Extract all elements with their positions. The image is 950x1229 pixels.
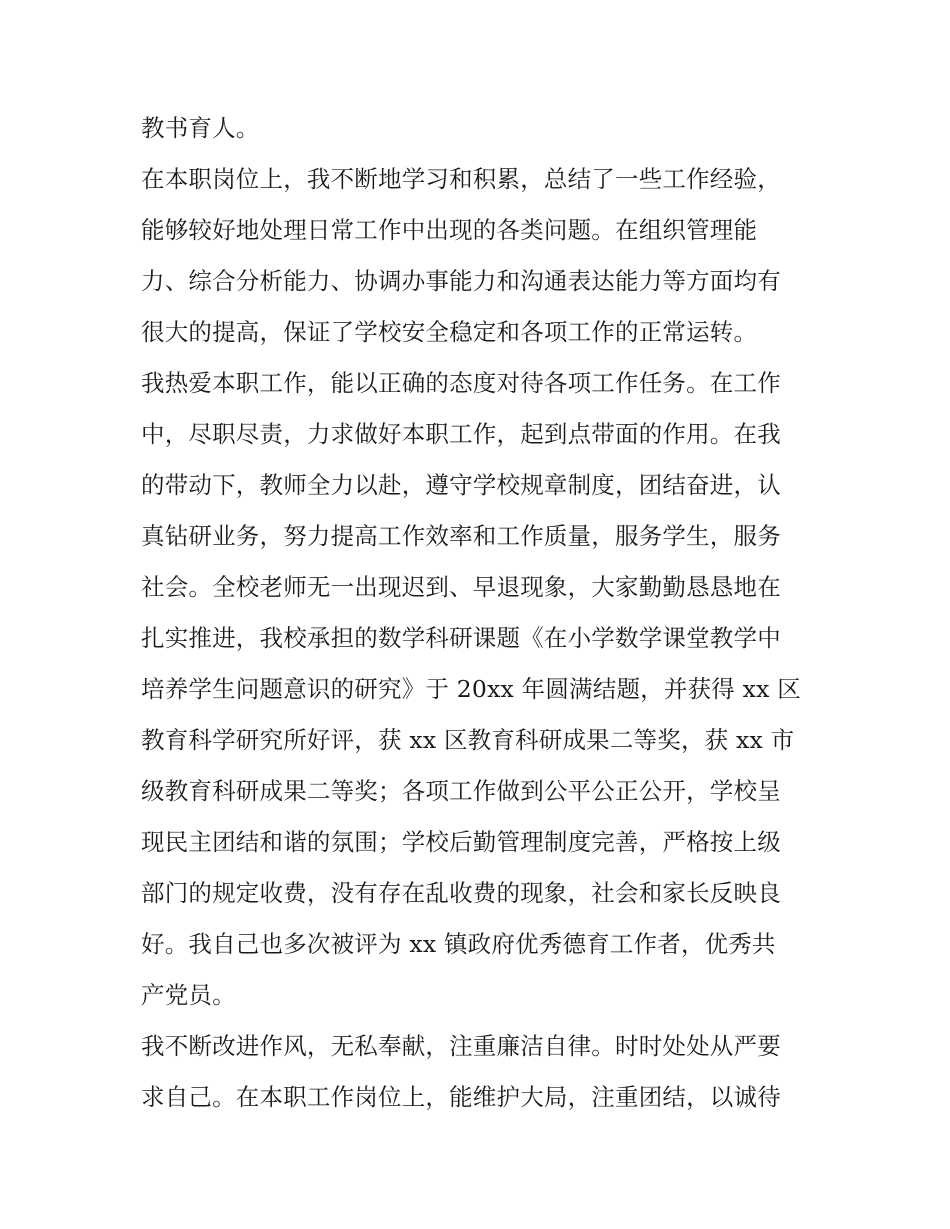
text-line: 在本职岗位上，我不断地学习和积累，总结了一些工作经验， (141, 165, 781, 193)
text-line: 的带动下，教师全力以赴，遵守学校规章制度，团结奋进，认 (141, 471, 781, 499)
text-line: 真钻研业务，努力提高工作效率和工作质量，服务学生，服务 (141, 522, 781, 550)
text-line: 现民主团结和谐的氛围；学校后勤管理制度完善，严格按上级 (141, 828, 781, 856)
text-line: 好。我自己也多次被评为 xx 镇政府优秀德育工作者，优秀共 (141, 930, 776, 958)
text-line: 我热爱本职工作，能以正确的态度对待各项工作任务。在工作 (141, 369, 781, 397)
text-line: 中，尽职尽责，力求做好本职工作，起到点带面的作用。在我 (141, 420, 781, 448)
text-line: 教育科学研究所好评，获 xx 区教育科研成果二等奖，获 xx 市 (141, 726, 795, 754)
text-line: 培养学生问题意识的研究》于 20xx 年圆满结题，并获得 xx 区 (141, 675, 801, 703)
text-line: 级教育科研成果二等奖；各项工作做到公平公正公开，学校呈 (141, 777, 781, 805)
text-line: 社会。全校老师无一出现迟到、早退现象，大家勤勤恳恳地在 (141, 573, 781, 601)
text-line: 我不断改进作风，无私奉献，注重廉洁自律。时时处处从严要 (141, 1032, 781, 1060)
text-line: 产党员。 (141, 981, 236, 1009)
text-line: 部门的规定收费，没有存在乱收费的现象，社会和家长反映良 (141, 879, 781, 907)
text-line: 扎实推进，我校承担的数学科研课题《在小学数学课堂教学中 (141, 624, 781, 652)
text-line: 力、综合分析能力、协调办事能力和沟通表达能力等方面均有 (141, 267, 781, 295)
text-line: 很大的提高，保证了学校安全稳定和各项工作的正常运转。 (141, 318, 758, 346)
text-line: 求自己。在本职工作岗位上，能维护大局，注重团结，以诚待 (141, 1083, 781, 1111)
text-line: 教书育人。 (141, 114, 260, 142)
text-line: 能够较好地处理日常工作中出现的各类问题。在组织管理能 (141, 216, 758, 244)
